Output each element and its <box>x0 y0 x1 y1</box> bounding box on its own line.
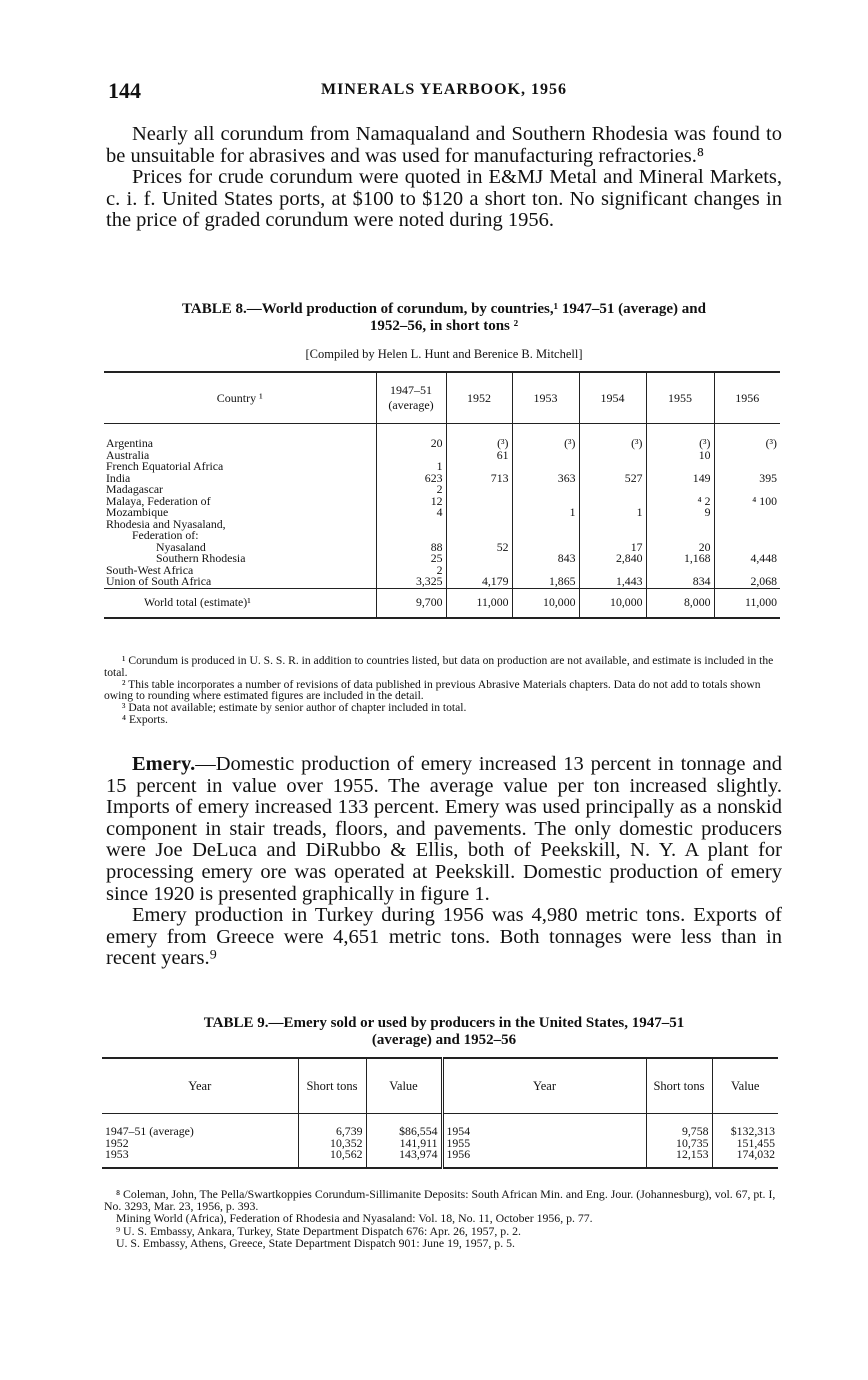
paragraph <box>106 754 782 905</box>
value-cell: $86,554 <box>366 1114 442 1138</box>
table8-column-header: Country ¹ <box>104 372 376 424</box>
value-cell <box>446 519 512 531</box>
value-cell <box>446 484 512 496</box>
value-cell: 2,068 <box>714 576 780 588</box>
table-row <box>104 438 780 450</box>
table9-column-header: Year <box>102 1058 298 1114</box>
value-cell <box>512 450 579 462</box>
table8-column-header: 1947–51 (average) <box>376 372 446 424</box>
value-cell: 25 <box>376 553 446 565</box>
value-cell: (³) <box>714 438 780 450</box>
value-cell: $132,313 <box>712 1114 778 1138</box>
table8-column-header: 1956 <box>714 372 780 424</box>
table9-caption-line: TABLE 9.—Emery sold or used by producers in the United States, 1947–51 <box>203 1015 685 1031</box>
total-value: 10,000 <box>512 588 579 618</box>
page-number: 144 <box>108 78 141 103</box>
total-value: 8,000 <box>646 588 714 618</box>
value-cell <box>512 530 579 542</box>
value-cell: 4 <box>376 507 446 519</box>
year-cell: 1953 <box>102 1149 298 1168</box>
value-cell: 88 <box>376 542 446 554</box>
country-cell: Mozambique <box>106 505 169 519</box>
value-cell: 1,865 <box>512 576 579 588</box>
value-cell: 6,739 <box>298 1114 366 1138</box>
section-lead: Emery. <box>132 753 196 775</box>
country-cell: Madagascar <box>106 482 163 496</box>
year-cell: 1947–51 (average) <box>105 1124 194 1138</box>
table8-column-header: 1954 <box>579 372 646 424</box>
page-footnotes <box>104 1188 780 1249</box>
country-cell: Southern Rhodesia <box>156 551 246 565</box>
value-cell: 17 <box>579 542 646 554</box>
value-cell: 713 <box>446 473 512 485</box>
intro-text <box>106 124 782 232</box>
value-cell: 2 <box>376 565 446 577</box>
value-cell: 12,153 <box>646 1149 712 1168</box>
footnote: ³ Data not available; estimate by senior author of chapter included in total. <box>122 701 467 715</box>
country-cell: Australia <box>106 447 150 462</box>
year-cell: 1952 <box>105 1135 129 1150</box>
value-cell: 2 <box>376 484 446 496</box>
value-cell <box>579 519 646 531</box>
value-cell <box>376 450 446 462</box>
running-head: MINERALS YEARBOOK, 1956 <box>321 81 567 98</box>
paragraph-text: —Domestic production of emery increased 13 percent in tonnage and 15 percent in value over 1955. The average value per ton increased slightly. Imports of emery increased 133 percent. Emery was used principally as a nonskid component in stair treads, floors, and pavements. The only domestic producers were Joe DeLuca and DiRubbo & Ellis, both of Peekskill, N. Y. A plant for processing emery ore was operated at Peekskill. Domestic production of emery since 1920 is presented graphically in figure 1. <box>106 753 782 905</box>
year-cell: 1956 <box>442 1149 646 1168</box>
year-cell: 1954 <box>442 1114 646 1138</box>
value-cell: (³) <box>512 438 579 450</box>
value-cell: 174,032 <box>712 1149 778 1168</box>
footnote: ¹ Corundum is produced in U. S. S. R. in addition to countries listed, but data on production are not available, and estimate is included in the total. <box>104 654 774 679</box>
table9-caption-line: (average) and 1952–56 <box>371 1032 517 1048</box>
total-value: 11,000 <box>714 588 780 618</box>
value-cell: 9,758 <box>646 1114 712 1138</box>
value-cell: 20 <box>376 438 446 450</box>
country-cell: South-West Africa <box>106 562 194 577</box>
value-cell: 61 <box>446 450 512 462</box>
value-cell: 10,562 <box>298 1149 366 1168</box>
table9-body <box>102 1114 778 1168</box>
value-cell <box>714 530 780 542</box>
paragraph: Emery production in Turkey during 1956 was 4,980 metric tons. Exports of emery from Greece were 4,651 metric tons. Both tonnages were less than in recent years.⁹ <box>106 904 782 970</box>
value-cell <box>714 450 780 462</box>
value-cell <box>512 519 579 531</box>
value-cell <box>512 496 579 508</box>
table-row <box>104 576 780 588</box>
value-cell: 3,325 <box>376 576 446 588</box>
table8-caption-line: TABLE 8.—World production of corundum, by countries,¹ 1947–51 (average) and <box>182 301 706 317</box>
value-cell: 623 <box>376 473 446 485</box>
table8-compiled-note: [Compiled by Helen L. Hunt and Berenice B. Mitchell] <box>305 347 583 361</box>
total-value: 10,000 <box>579 588 646 618</box>
footnote: ⁸ Coleman, John, The Pella/Swartkoppies Corundum-Sillimanite Deposits: South African Min. and Eng. Jour. (Johannesburg), vol. 67, pt. I, No. 3293, Mar. 23, 1956, p. 393. <box>104 1187 776 1214</box>
value-cell <box>714 507 780 519</box>
country-cell: Argentina <box>106 436 153 450</box>
value-cell <box>714 519 780 531</box>
value-cell: (³) <box>579 438 646 450</box>
footnote: ² This table incorporates a number of revisions of data published in previous Abrasive Materials chapters. Data do not add to totals shown owing to rounding where estimated figures are included in the detail. <box>104 677 761 703</box>
country-cell: Nyasaland <box>156 539 206 554</box>
table8-footnotes <box>104 655 782 726</box>
table-row <box>102 1114 778 1138</box>
value-cell: 143,974 <box>366 1149 442 1168</box>
value-cell: 12 <box>376 496 446 508</box>
value-cell <box>512 484 579 496</box>
page-header <box>108 78 780 104</box>
country-cell: Malaya, Federation of <box>106 493 211 508</box>
value-cell: 834 <box>646 576 714 588</box>
value-cell: 1,443 <box>579 576 646 588</box>
value-cell <box>446 496 512 508</box>
footnote: ⁴ Exports. <box>122 712 168 726</box>
table8 <box>104 371 780 619</box>
value-cell: (³) <box>646 438 714 450</box>
table8-total-row <box>104 588 780 618</box>
table9-column-header: Short tons <box>646 1058 712 1114</box>
value-cell: 149 <box>646 473 714 485</box>
value-cell: 52 <box>446 542 512 554</box>
table8-column-header: 1955 <box>646 372 714 424</box>
value-cell: 151,455 <box>712 1138 778 1150</box>
value-cell: 527 <box>579 473 646 485</box>
value-cell: 9 <box>646 507 714 519</box>
country-cell: Union of South Africa <box>106 574 212 588</box>
footnote: ⁹ U. S. Embassy, Ankara, Turkey, State Department Dispatch 676: Apr. 26, 1957, p. 2. <box>116 1223 521 1238</box>
value-cell: 1 <box>376 461 446 473</box>
table8-header-row <box>104 372 780 424</box>
value-cell: ⁴ 2 <box>646 496 714 508</box>
table8-body <box>104 424 780 618</box>
value-cell: 1 <box>512 507 579 519</box>
value-cell <box>446 507 512 519</box>
total-label: World total (estimate)¹ <box>104 588 376 618</box>
table8-caption-line: 1952–56, in short tons ² <box>369 318 519 334</box>
value-cell: 4,179 <box>446 576 512 588</box>
value-cell: 10,352 <box>298 1138 366 1150</box>
value-cell: 1,168 <box>646 553 714 565</box>
table9-column-header: Value <box>366 1058 442 1114</box>
paragraph: Nearly all corundum from Namaqualand and Southern Rhodesia was found to be unsuitable for abrasives and was used for manufacturing refractories.⁸ <box>106 123 782 167</box>
table9 <box>102 1057 778 1169</box>
value-cell: 2,840 <box>579 553 646 565</box>
value-cell <box>446 553 512 565</box>
table9-column-header: Value <box>712 1058 778 1114</box>
table9-header-row <box>102 1058 778 1114</box>
value-cell <box>579 484 646 496</box>
paragraph: Prices for crude corundum were quoted in E&MJ Metal and Mineral Markets, c. i. f. United States ports, at $100 to $120 a short ton. No significant changes in the price of graded corundum were noted during 1956. <box>106 166 782 232</box>
emery-section <box>106 754 782 970</box>
value-cell: 1 <box>579 507 646 519</box>
table9-caption <box>106 1015 782 1049</box>
footnote: U. S. Embassy, Athens, Greece, State Department Dispatch 901: June 19, 1957, p. 5. <box>116 1235 515 1250</box>
total-value: 11,000 <box>446 588 512 618</box>
country-cell: French Equatorial Africa <box>106 459 224 473</box>
table8-caption <box>106 301 782 335</box>
value-cell: 141,911 <box>366 1138 442 1150</box>
table8-column-header: 1953 <box>512 372 579 424</box>
table9-column-header: Year <box>442 1058 646 1114</box>
value-cell: 843 <box>512 553 579 565</box>
year-cell: 1955 <box>442 1138 646 1150</box>
value-cell <box>646 519 714 531</box>
value-cell: 10 <box>646 450 714 462</box>
value-cell <box>579 450 646 462</box>
country-cell: Rhodesia and Nyasaland, <box>106 516 226 531</box>
country-cell: Federation of: <box>132 528 199 542</box>
value-cell: ⁴ 100 <box>714 496 780 508</box>
value-cell <box>579 496 646 508</box>
value-cell <box>376 519 446 531</box>
value-cell: (³) <box>446 438 512 450</box>
country-cell: India <box>106 470 131 485</box>
value-cell: 363 <box>512 473 579 485</box>
table9-column-header: Short tons <box>298 1058 366 1114</box>
value-cell: 20 <box>646 542 714 554</box>
footnote: Mining World (Africa), Federation of Rhodesia and Nyasaland: Vol. 18, No. 11, October 1956, p. 77. <box>116 1211 593 1226</box>
value-cell: 395 <box>714 473 780 485</box>
table-row <box>104 519 780 531</box>
total-value: 9,700 <box>376 588 446 618</box>
table-row <box>102 1149 778 1168</box>
value-cell: 4,448 <box>714 553 780 565</box>
table8-column-header: 1952 <box>446 372 512 424</box>
value-cell: 10,735 <box>646 1138 712 1150</box>
